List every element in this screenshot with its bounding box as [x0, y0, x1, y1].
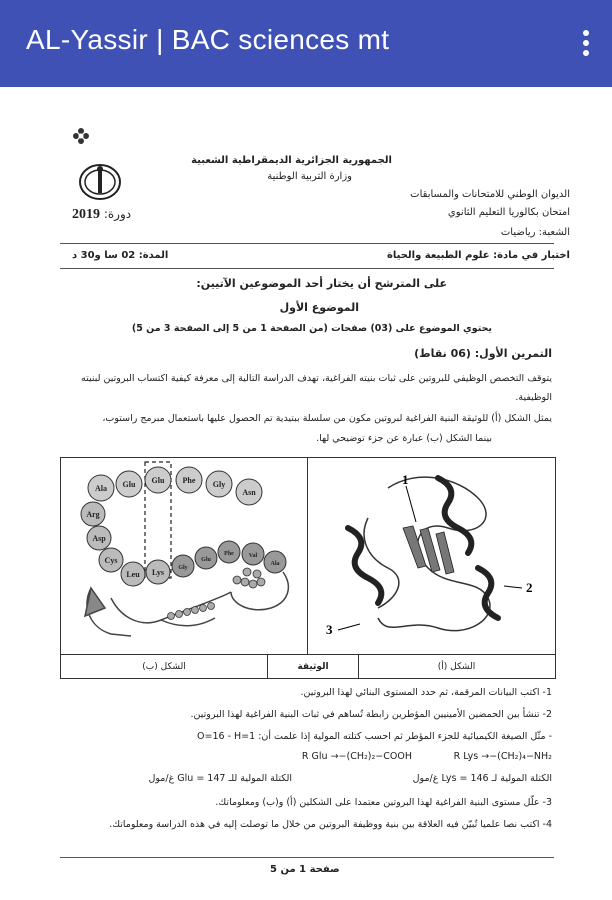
ministry-title: وزارة التربية الوطنية — [267, 171, 352, 182]
duration-label: المدة: 02 سا و30 د — [72, 250, 169, 261]
aa-label-5: Gly — [212, 480, 226, 489]
aa-label-4: Phe — [182, 476, 196, 485]
more-vert-icon[interactable] — [582, 30, 590, 58]
aa-label-1: Ala — [95, 484, 107, 493]
aa-side-4: Leu — [126, 570, 140, 579]
session-year: 2019 — [72, 207, 100, 222]
marker-3: 3 — [326, 622, 333, 637]
aa-label-3: Glu — [151, 476, 165, 485]
formula-glu: R Glu →−(CH₂)₂−COOH — [301, 751, 412, 762]
aa-side-7: Glu — [201, 557, 211, 563]
aa-side-2: Asp — [92, 534, 106, 543]
question-3: 3- علّل مستوى البنية الفراغية لهذا البروتين معتمدا على الشكلين (أ) و(ب) ومعلوماتك. — [215, 797, 552, 808]
exercise-title: التمرين الأول: (06 نقاط) — [414, 347, 552, 360]
aa-label-6: Asn — [242, 488, 256, 497]
question-4: 4- اكتب نصا علميا تُبيّن فيه العلاقة بين بنية ووظيفة البروتين من خلال ما توصلت إليه في هذه الدراسة ومعلوماتك. — [109, 819, 552, 830]
instruction: على المترشح أن يختار أحد الموضوعين الآتيين: — [196, 277, 447, 290]
caption-b: الشكل (ب) — [142, 662, 186, 672]
pages-note: يحتوي الموضوع على (03) صفحات (من الصفحة 1 من 5 إلى الصفحة 3 من 5) — [131, 323, 492, 334]
mass-glu: الكتلة المولية للـ Glu = 147 غ/مول — [148, 773, 292, 784]
aa-label-2: Glu — [122, 480, 136, 489]
question-2-bullet: - مثّل الصيغة الكيميائية للجزء المؤطر ثم احسب كتلته المولية إذا علمت أن: O=16 - H=1 — [197, 731, 552, 742]
aa-side-9: Val — [248, 553, 258, 559]
exam-title: امتحان بكالوريا التعليم الثانوي — [447, 207, 570, 218]
exam-page — [0, 87, 612, 900]
subject-divider — [60, 268, 554, 269]
fig-b-description: بينما الشكل (ب) عبارة عن جزء توضيحي لها. — [316, 433, 492, 444]
footer-divider — [60, 857, 554, 858]
question-1: 1- اكتب البيانات المرقمة، ثم حدد المستوى البنائي لهذا البروتين. — [300, 687, 552, 698]
flower-ornament-icon — [72, 127, 90, 145]
question-2: 2- تنشأ بين الحمضين الأمينيين المؤطرين رابطة تُساهم في ثبات البنية الفراغية لهذا البروتين. — [190, 709, 552, 720]
fig-a-description: يمثل الشكل (أ) للوثيقة البنية الفراغية لبروتين مكون من سلسلة ببتيدية تم الحصول عليها باستعمال مبرمج راستوب، — [102, 413, 552, 424]
formula-lys: R Lys →−(CH₂)₄−NH₂ — [453, 751, 552, 762]
marker-1: 1 — [402, 472, 409, 487]
figure-a-ribbon-structure — [308, 458, 555, 654]
aa-side-1: Arg — [86, 510, 100, 519]
aa-side-10: Ala — [270, 561, 280, 567]
intro-paragraph: يتوقف التخصص الوظيفي للبروتين على ثبات بنيته الفراغية، تهدف الدراسة التالية إلى معرفة كيفية اكتساب البروتين لبنيته الوظيفية. — [81, 373, 552, 403]
subject-label: اختبار في مادة: علوم الطبيعة والحياة — [386, 250, 570, 261]
aa-side-8: Phe — [224, 551, 234, 557]
session-label: دورة: — [103, 207, 132, 221]
marker-2: 2 — [526, 580, 533, 595]
ministry-logo-icon — [78, 163, 122, 201]
figure-b-amino-chain — [61, 458, 307, 654]
app-title: AL-Yassir | BAC sciences mt — [26, 24, 390, 55]
aa-side-6: Gly — [178, 565, 188, 571]
caption-a: الشكل (أ) — [437, 662, 476, 672]
mass-lys: الكتلة المولية لـ Lys = 146 غ/مول — [412, 773, 552, 784]
republic-title: الجمهورية الجزائرية الديمقراطية الشعبية — [191, 155, 392, 166]
page-number: صفحة 1 من 5 — [270, 864, 340, 875]
document-figure — [60, 457, 556, 679]
header-divider — [60, 243, 554, 244]
document-label: الوثيقة — [267, 655, 359, 679]
session — [72, 207, 131, 223]
topic-title: الموضوع الأول — [279, 301, 359, 314]
amino-acid-chain-top — [88, 467, 262, 505]
office-title: الديوان الوطني للامتحانات والمسابقات — [410, 189, 570, 200]
app-bar — [0, 0, 612, 87]
figure-caption-row — [61, 654, 555, 679]
aa-side-3: Cys — [104, 556, 118, 565]
stream-label: الشعبة: رياضيات — [500, 227, 570, 238]
aa-side-5: Lys — [151, 568, 165, 577]
